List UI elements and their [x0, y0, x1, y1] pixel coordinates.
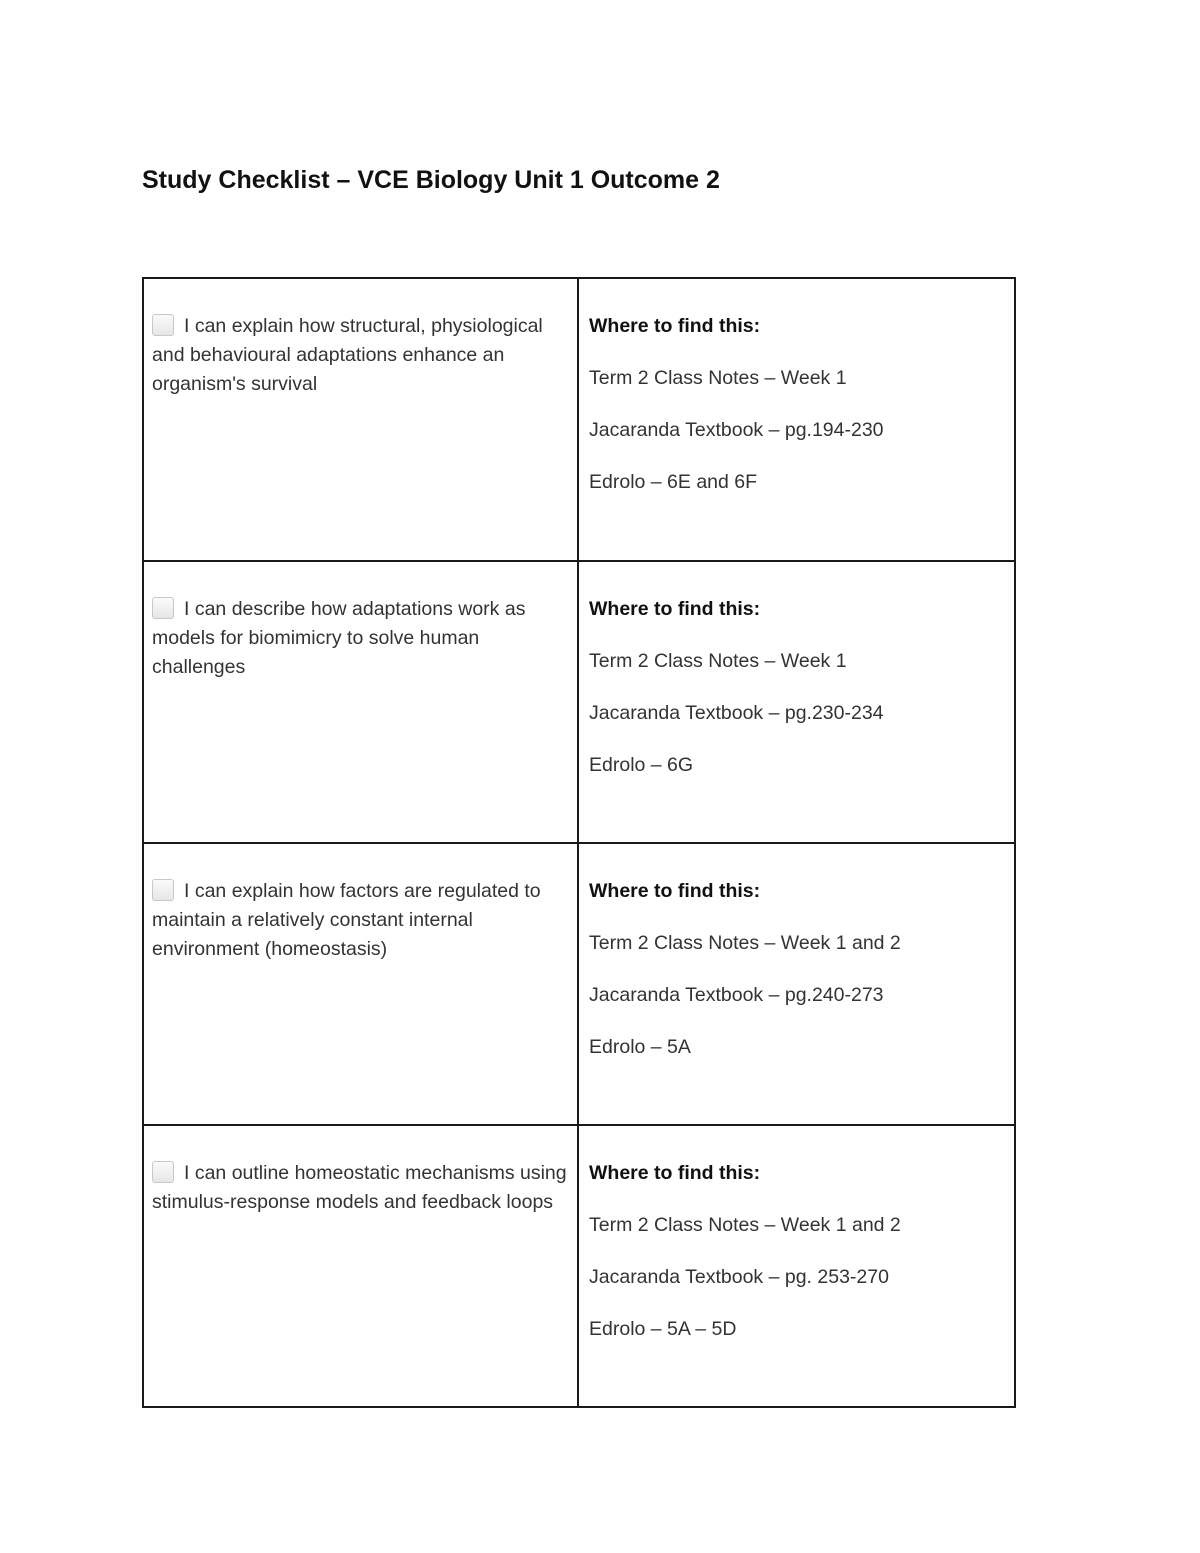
- where-to-find-label: Where to find this:: [589, 1162, 761, 1184]
- resource-edrolo: Edrolo – 5A: [589, 1036, 691, 1058]
- checkbox[interactable]: [152, 597, 174, 619]
- checklist-table: [142, 277, 1016, 1408]
- resource-textbook: Jacaranda Textbook – pg.230-234: [589, 702, 884, 724]
- where-to-find-label: Where to find this:: [589, 598, 761, 620]
- resource-edrolo: Edrolo – 6E and 6F: [589, 471, 758, 493]
- resource-textbook: Jacaranda Textbook – pg.194-230: [589, 419, 884, 441]
- statement-text: I can explain how structural, physiological and behavioural adaptations enhance an organism's survival: [152, 315, 543, 395]
- where-to-find-label: Where to find this:: [589, 880, 761, 902]
- resource-class-notes: Term 2 Class Notes – Week 1 and 2: [589, 1214, 901, 1236]
- statement-cell: [143, 561, 578, 843]
- statement-cell: [143, 278, 578, 561]
- resource-textbook: Jacaranda Textbook – pg. 253-270: [589, 1266, 889, 1288]
- resource-class-notes: Term 2 Class Notes – Week 1: [589, 367, 847, 389]
- resource-class-notes: Term 2 Class Notes – Week 1: [589, 650, 847, 672]
- checkbox[interactable]: [152, 879, 174, 901]
- statement-cell: [143, 1125, 578, 1407]
- resources-cell: [578, 278, 1015, 561]
- checkbox[interactable]: [152, 1161, 174, 1183]
- statement-cell: [143, 843, 578, 1125]
- statement-text: I can explain how factors are regulated to maintain a relatively constant internal environment (homeostasis): [152, 880, 541, 960]
- resource-textbook: Jacaranda Textbook – pg.240-273: [589, 984, 884, 1006]
- resource-edrolo: Edrolo – 5A – 5D: [589, 1318, 737, 1340]
- resources-cell: [578, 561, 1015, 843]
- resources-cell: [578, 843, 1015, 1125]
- resource-class-notes: Term 2 Class Notes – Week 1 and 2: [589, 932, 901, 954]
- resources-cell: [578, 1125, 1015, 1407]
- statement-text: I can outline homeostatic mechanisms using stimulus-response models and feedback loops: [152, 1162, 567, 1213]
- checklist-row: [143, 1125, 1015, 1407]
- checklist-row: [143, 561, 1015, 843]
- resource-edrolo: Edrolo – 6G: [589, 754, 694, 776]
- checkbox[interactable]: [152, 314, 174, 336]
- where-to-find-label: Where to find this:: [589, 315, 761, 337]
- checklist-row: [143, 278, 1015, 561]
- page-title: Study Checklist – VCE Biology Unit 1 Outcome 2: [142, 166, 720, 194]
- checklist-row: [143, 843, 1015, 1125]
- statement-text: I can describe how adaptations work as models for biomimicry to solve human challenges: [152, 598, 526, 678]
